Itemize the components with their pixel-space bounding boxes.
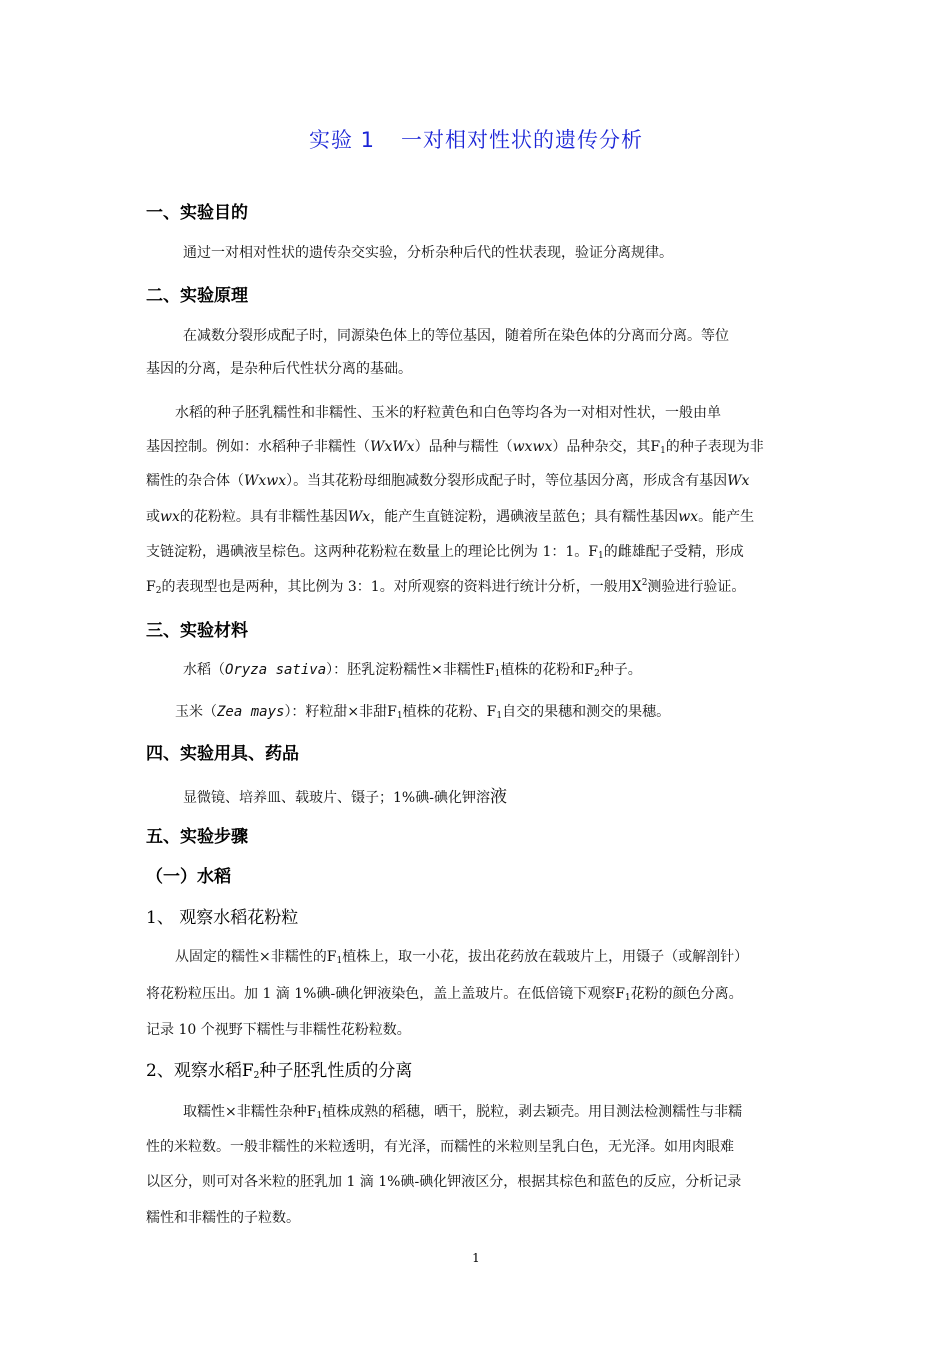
paragraph-line: 糯性的杂合体（Wxwx）。当其花粉母细胞减数分裂形成配子时，等位基因分离，形成含有基因Wx xyxy=(146,473,750,489)
gene-symbol: wxwx xyxy=(512,439,553,455)
gene-symbol: wx xyxy=(678,509,699,525)
gene-symbol: wx xyxy=(160,509,180,525)
section-heading-procedure: 五、实验步骤 xyxy=(146,827,248,847)
equipment-line: 显微镜、培养皿、载玻片、镊子；1%碘-碘化钾溶液 xyxy=(183,787,507,807)
section-heading-purpose: 一、实验目的 xyxy=(146,203,248,223)
paragraph-line: 糯性和非糯性的子粒数。 xyxy=(146,1210,300,1226)
paragraph-line: 以区分，则可对各米粒的胚乳加 1 滴 1%碘-碘化钾液区分，根据其棕色和蓝色的反应，分析记录 xyxy=(146,1174,742,1190)
gene-symbol: Wx xyxy=(727,473,750,489)
paragraph-line: 从固定的糯性×非糯性的$F_1$植株上，取一小花，拔出花药放在载玻片上，用镊子（或解剖针） xyxy=(175,949,749,966)
paragraph-line: 基因控制。例如：水稻种子非糯性（WxWx）品种与糯性（wxwx）品种杂交，其$F_1$的种子表现为非 xyxy=(146,439,764,456)
paragraph-line: 取糯性×非糯性杂种$F_1$植株成熟的稻穗，晒干，脱粒，剥去颖壳。用目测法检测糯性与非糯 xyxy=(183,1104,743,1121)
paragraph-line: 或wx的花粉粒。具有非糯性基因Wx，能产生直链淀粉，遇碘液呈蓝色；具有糯性基因wx。能产生 xyxy=(146,509,755,525)
subsection-heading-rice: （一）水稻 xyxy=(146,867,231,887)
paragraph-line: $F_2$的表现型也是两种，其比例为 3：1。对所观察的资料进行统计分析，一般用$X^2$测验进行验证。 xyxy=(146,578,746,596)
section-heading-principle: 二、实验原理 xyxy=(146,286,248,306)
paragraph-line: 记录 10 个视野下糯性与非糯性花粉粒数。 xyxy=(146,1022,411,1038)
gene-symbol: WxWx xyxy=(370,439,415,455)
gene-symbol: Wxwx xyxy=(244,473,287,489)
step-heading-1: 1、 观察水稻花粉粒 xyxy=(146,908,299,928)
step-heading-2: 2、观察水稻$F_2$种子胚乳性质的分离 xyxy=(146,1061,413,1081)
paragraph-line: 性的米粒数。一般非糯性的米粒透明，有光泽，而糯性的米粒则呈乳白色，无光泽。如用肉眼难 xyxy=(146,1139,734,1155)
section-heading-equipment: 四、实验用具、药品 xyxy=(146,744,299,764)
gene-symbol: Wx xyxy=(347,509,371,525)
paragraph-line: 支链淀粉，遇碘液呈棕色。这两种花粉粒在数量上的理论比例为 1：1。$F_1$的雌雄配子受精，形成 xyxy=(146,544,744,561)
page-number: 1 xyxy=(472,1251,480,1265)
paragraph-line: 在减数分裂形成配子时，同源染色体上的等位基因，随着所在染色体的分离而分离。等位 xyxy=(183,328,729,344)
section-heading-materials: 三、实验材料 xyxy=(146,621,248,641)
paragraph-line: 将花粉粒压出。加 1 滴 1%碘-碘化钾液染色，盖上盖玻片。在低倍镜下观察$F_1$花粉的颜色分离。 xyxy=(146,986,743,1003)
paragraph-line: 水稻的种子胚乳糯性和非糯性、玉米的籽粒黄色和白色等均各为一对相对性状，一般由单 xyxy=(175,405,721,421)
material-line-corn: 玉米（Zea mays）：籽粒甜×非甜$F_1$植株的花粉、$F_1$自交的果穗和测交的果穗。 xyxy=(175,704,671,721)
material-line-rice: 水稻（Oryza sativa）：胚乳淀粉糯性×非糯性$F_1$植株的花粉和$F_2$种子。 xyxy=(183,662,642,679)
paragraph-line: 基因的分离，是杂种后代性状分离的基础。 xyxy=(146,361,412,377)
paragraph-line: 通过一对相对性状的遗传杂交实验，分析杂种后代的性状表现，验证分离规律。 xyxy=(183,245,673,261)
page-title: 实验 1 一对相对性状的遗传分析 xyxy=(308,128,644,152)
